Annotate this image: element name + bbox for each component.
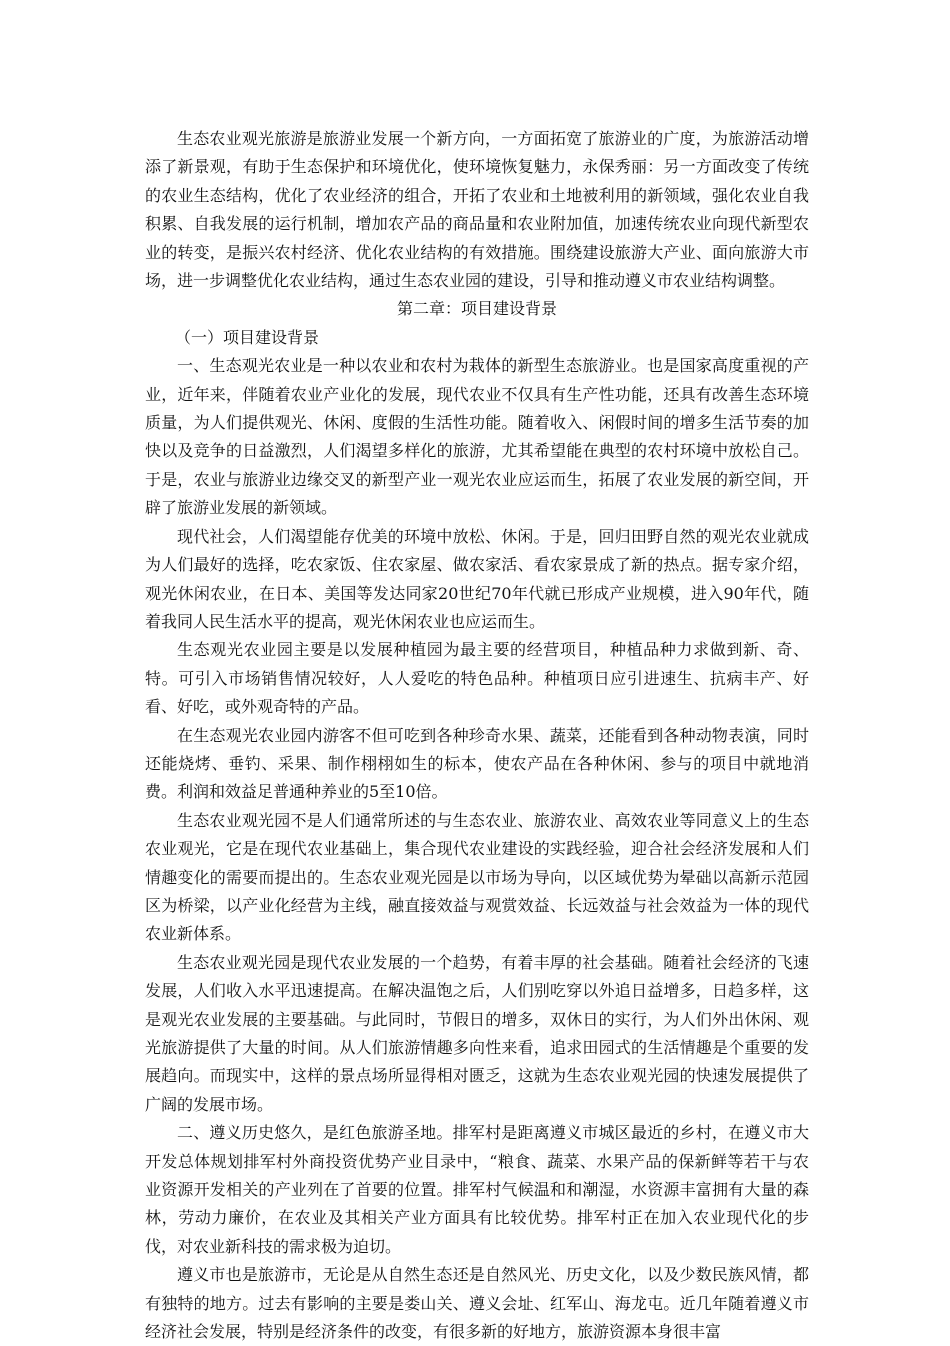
body-paragraph: 二、遵义历史悠久，是红色旅游圣地。排军村是距离遵义市城区最近的乡村，在遵义市大开发总体规划排军村外商投资优势产业目录中，“粮食、蔬菜、水果产品的保新鲜等若干与农业资源开发相关的产业列在了首要的位置。排军村气候温和和潮湿，水资源丰富拥有大量的森林，劳动力廉价，在农业及其相关产业方面具有比较优势。排军村正在加入农业现代化的步伐，对农业新科技的需求极为迫切。 — [145, 1123, 809, 1256]
body-paragraph: 现代社会，人们渴望能存优美的环境中放松、休闲。于是，回归田野自然的观光农业就成为人们最好的选择，吃农家饭、住农家屋、做农家活、看农家景成了新的热点。据专家介绍，观光休闲农业，在日本、美国等发达同家20世纪70年代就已形成产业规模，进入90年代，随着我同人民生活水平的提高，观光休闲农业也应运而生。 — [145, 526, 809, 631]
chapter-title: 第二章：项目建设背景 — [396, 299, 557, 319]
body-paragraph: 生态观光农业园主要是以发展种植园为最主要的经营项目，种植品种力求做到新、奇、特。可引入市场销售情况较好，人人爱吃的特色品种。种植项日应引进速生、抗病丰产、好看、好吃，或外观奇特的产品。 — [145, 640, 809, 717]
section-title: （一）项目建设背景 — [175, 327, 320, 347]
body-paragraph: 生态农业观光园是现代农业发展的一个趋势，有着丰厚的社会基础。随着社会经济的飞速发展，人们收入水平迅速提高。在解决温饱之后，人们别吃穿以外追日益增多，日趋多样，这是观光农业发展的主要基础。与此同时，节假日的增多，双休日的实行，为人们外出休闲、观光旅游提供了大量的时间。从人们旅游情趣多向性来看，追求田园式的生活情趣是个重要的发展趋向。而现实中，这样的景点场所显得相对匮乏，这就为生态农业观光园的快速发展提供了广阔的发展市场。 — [145, 952, 809, 1114]
body-paragraph: 一、生态观光农业是一种以农业和农村为栽体的新型生态旅游业。也是国家高度重视的产业，近年来，伴随着农业产业化的发展，现代农业不仅具有生产性功能，还具有改善生态环境质量，为人们提供观光、休闲、度假的生活性功能。随着收入、闲假时间的增多生活节奏的加快以及竞争的日益激烈，人们渴望多样化的旅游，尤其希望能在典型的农村环境中放松自己。于是，农业与旅游业边缘交叉的新型产业一观光农业应运而生，拓展了农业发展的新空间，开辟了旅游业发展的新领域。 — [145, 356, 809, 518]
document-page — [145, 125, 809, 1346]
intro-paragraph: 生态农业观光旅游是旅游业发展一个新方向，一方面拓宽了旅游业的广度，为旅游活动增添了新景观，有助于生态保护和环境优化，使环境恢复魅力，永保秀丽：另一方面改变了传统的农业生态结构，优化了农业经济的组合，开拓了农业和土地被利用的新领域，强化农业自我积累、自我发展的运行机制，增加农产品的商品量和农业附加值，加速传统农业向现代新型农业的转变，是振兴农村经济、优化农业结构的有效措施。围绕建设旅游大产业、面向旅游大市场，进一步调整优化农业结构，通过生态农业园的建设，引导和推动遵义市农业结构调整。 — [145, 129, 809, 291]
body-paragraph: 遵义市也是旅游市，无论是从自然生态还是自然风光、历史文化，以及少数民族风情，都有独特的地方。过去有影响的主要是娄山关、遵义会址、红军山、海龙屯。近几年随着遵义市经济社会发展，特别是经济条件的改变，有很多新的好地方，旅游资源本身很丰富 — [145, 1265, 809, 1342]
body-paragraph: 生态农业观光园不是人们通常所述的与生态农业、旅游农业、高效农业等同意义上的生态农业观光，它是在现代农业基础上，集合现代农业建设的实践经验，迎合社会经济发展和人们情趣变化的需要而提出的。生态农业观光园是以市场为导向，以区域优势为晕础以高新示范园区为桥梁，以产业化经营为主线，融直接效益与观赏效益、长远效益与社会效益为一体的现代农业新体系。 — [145, 810, 809, 944]
body-paragraph: 在生态观光农业园内游客不但可吃到各种珍奇水果、蔬菜，还能看到各种动物表演，同时还能烧烤、垂钓、采果、制作栩栩如生的标本，使农产品在各种休闲、参与的项目中就地消费。利润和效益足普通种养业的5至10倍。 — [145, 725, 809, 802]
